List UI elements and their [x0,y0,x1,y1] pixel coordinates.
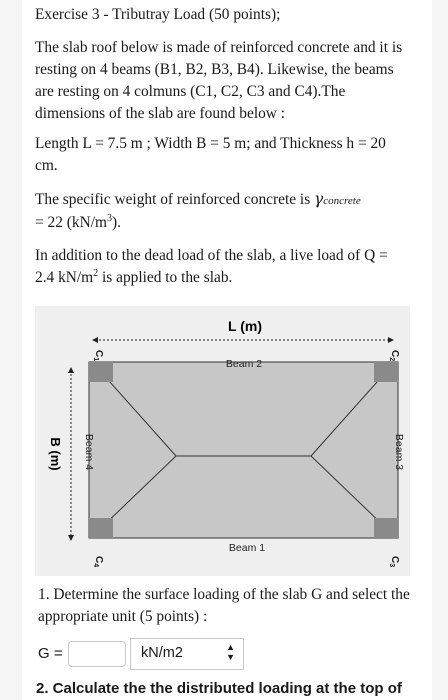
beam4-label: Beam 4 [83,433,95,471]
exercise-title: Exercise 3 - Tributray Load (50 points); [35,6,281,23]
column-c1 [89,362,113,382]
column-c3 [374,518,398,538]
live-load-exponent: 2 [93,267,99,279]
slab-dimensions: Length L = 7.5 m ; Width B = 5 m; and Thickness h = 20 cm. [35,135,386,174]
g-input[interactable] [68,641,126,667]
updown-chevron-icon: ▲ ▼ [226,642,235,662]
slab [89,362,398,538]
live-load-end: is applied to the slab. [98,269,233,286]
exercise-body [35,4,410,300]
specific-weight-exponent: 3 [106,212,112,224]
column-c2-label: $C_2$ [388,350,400,362]
length-label: L (m) [228,318,262,334]
unit-select-value: kN/m2 [141,645,183,661]
slab-diagram [35,306,410,576]
specific-weight [35,188,410,234]
right-margin [432,0,448,700]
question-1: 1. Determine the surface loading of the slab G and select the appropriate unit (5 points) : [38,586,410,625]
gamma-symbol: γ [314,190,324,208]
g-answer-row [38,638,418,672]
gamma-subscript: concrete [323,195,361,207]
width-label: B (m) [48,437,63,471]
column-c4-label: $C_4$ [92,556,104,568]
beam1-label: Beam 1 [228,542,266,554]
specific-weight-end: ). [111,214,121,231]
g-label: G = [38,645,63,662]
live-load-prefix: In addition to the dead load of the slab, a live load of Q = 2.4 kN/m [35,247,388,286]
column-c1-label: $C_1$ [92,350,104,362]
live-load [35,245,410,289]
specific-weight-prefix: The specific weight of reinforced concrete is [35,191,315,208]
column-c3-label: $C_3$ [388,556,400,568]
column-c2 [374,362,398,382]
unit-select[interactable] [130,638,244,670]
question-2: 2. Calculate the the distributed loading at the top of [36,680,402,697]
specific-weight-value: = 22 (kN/m [35,214,107,231]
slab-plan-svg [35,306,410,576]
left-margin [0,0,22,700]
exercise-intro: The slab roof below is made of reinforced concrete and it is resting on 4 beams (B1, B2, B3, B4). Likewise, the beams are resting on 4 colmuns (C1, C2, C3 and C4).The dimensions of the slab are found below : [35,39,403,122]
beam3-label: Beam 3 [393,433,405,471]
column-c4 [89,518,113,538]
beam2-label: Beam 2 [225,358,263,370]
